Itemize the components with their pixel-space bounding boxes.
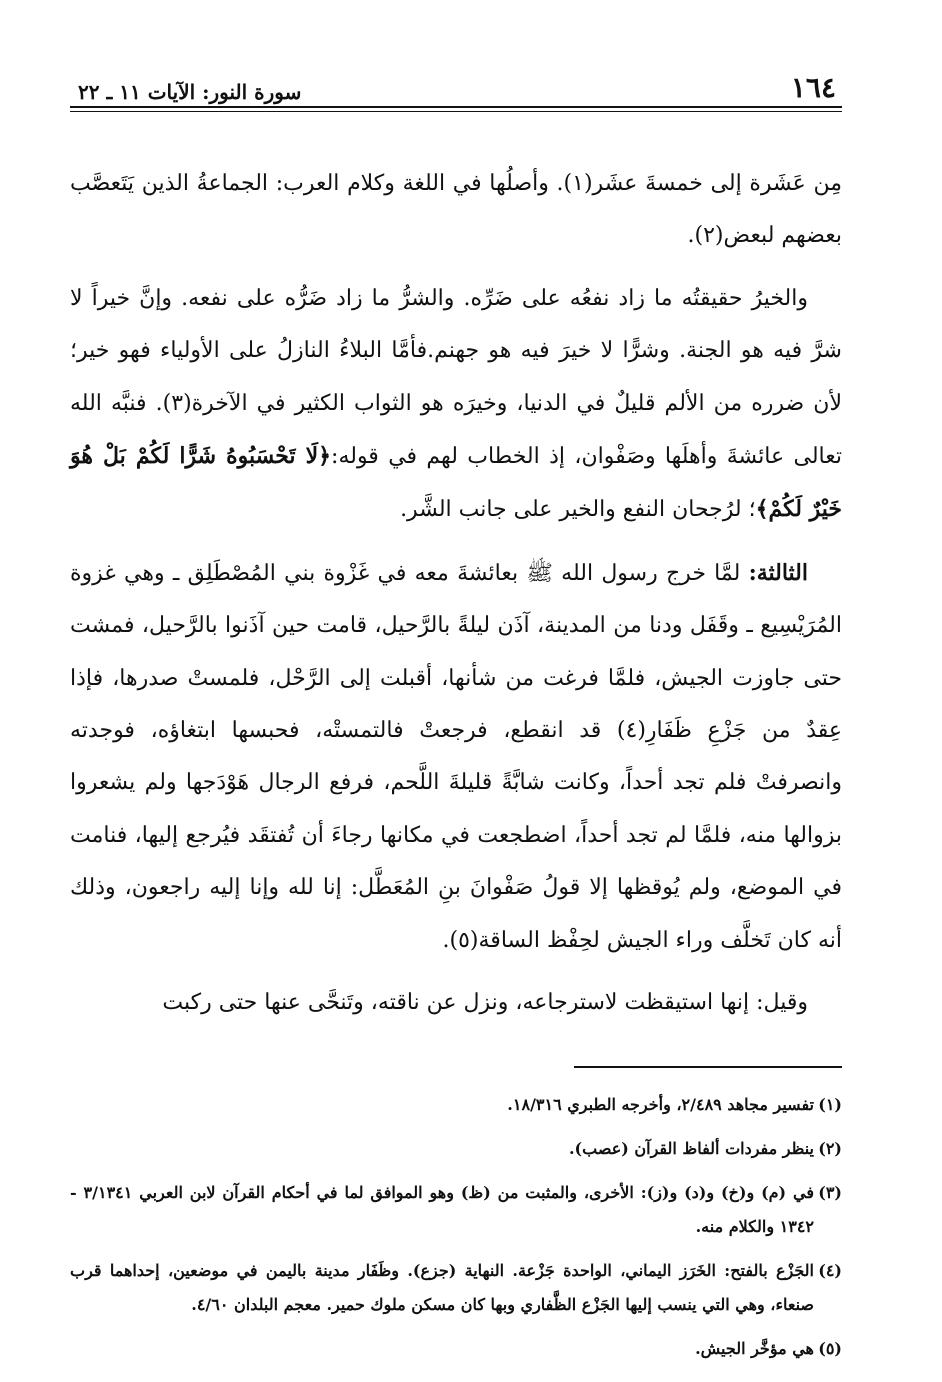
paragraph-2-text: والخيرُ حقيقتُه ما زاد نفعُه على ضَرِّه. والشرُّ ما زاد ضَرُّه على نفعه. وإنَّ خيراً لا شرَّ فيه هو الجنة. وشرًّا لا خيرَ فيه هو جهنم.فأمَّا البلاءُ النازلُ على الأولياء فهو خير؛ لأن ضرره من الألم قليلٌ في الدنيا، وخيرَه هو الثواب الكثير في الآخرة(٣). فنبَّه الله تعالى عائشةَ وأهلَها وصَفْوان، إذ الخطاب لهم في قوله: (70, 285, 843, 470)
footnote-text: في (م) و(خ) و(د) و(ز): الأخرى، والمثبت من (ظ) وهو الموافق لما في أحكام القرآن لابن العربي ٣/١٣٤١ - ١٣٤٢ والكلام منه. (70, 1182, 814, 1236)
paragraph-3 (70, 547, 842, 967)
footnote-text: تفسير مجاهد ٢/٤٨٩، وأخرجه الطبري ١٨/٣١٦. (507, 1094, 814, 1114)
footnote-3 (70, 1176, 842, 1244)
footnote-number: (٤) (818, 1260, 842, 1280)
paragraph-2-tail: ؛ لرُجحان النفع والخير على جانب الشَّر. (400, 497, 756, 523)
footnotes (70, 1088, 842, 1366)
footnote-separator (574, 1066, 842, 1068)
page-number: ١٦٤ (790, 71, 836, 104)
paragraph-4: وقيل: إنها استيقظت لاسترجاعه، ونزل عن ناقته، وتَنحَّى عنها حتى ركبت (162, 990, 808, 1016)
footnote-text: هي مؤخَّر الجيش. (695, 1338, 814, 1358)
running-head: سورة النور: الآيات ١١ ـ ٢٢ (78, 80, 302, 104)
footnote-text: ينظر مفردات ألفاظ القرآن (عصب). (568, 1138, 814, 1158)
footnote-number: (٣) (818, 1182, 842, 1202)
footnote-1 (70, 1088, 842, 1122)
page-header (70, 62, 842, 108)
main-text (70, 158, 842, 1030)
footnote-number: (١) (818, 1094, 842, 1114)
paragraph-2 (70, 273, 842, 537)
footnote-text: الجَزْع بالفتح: الخَرَز اليماني، الواحدة جَزْعة. النهاية (جزع). وظَفَار مدينة باليمن في موضعين، إحداهما قرب صنعاء، وهي التي ينسب إليها الجَزْع الظَّفاري وبها كان مسكن ملوك حمير. معجم البلدان ٤/٦٠. (70, 1260, 815, 1314)
footnote-2 (70, 1132, 842, 1166)
paragraph-3-text: لمَّا خرج رسول الله ﷺ بعائشةَ معه في غَزْوة بني المُصْطَلِق ـ وهي غزوة المُرَيْسِيع ـ وقَفَل ودنا من المدينة، آذَن ليلةً بالرَّحيل، قامت حين آذَنوا بالرَّحيل، فمشت حتى جاوزت الجيش، فلمَّا فرغت من شأنها، أقبلت إلى الرَّحْل، فلمستْ صدرها، فإذا عِقدٌ من جَزْعِ ظَفَارِ(٤) قد انقطع، فرجعتْ فالتمستْه، فحبسها ابتغاؤه، فوجدته وانصرفتْ فلم تجد أحداً، وكانت شابَّةً قليلةَ اللَّحم، فرفع الرجال هَوْدَجها ولم يشعروا بزوالها منه، فلمَّا لم تجد أحداً، اضطجعت في مكانها رجاءَ أن تُفتقَد فيُرجع إليها، فنامت في الموضع، ولم يُوقظها إلا قولُ صَفْوانَ بنِ المُعَطَّل: إنا لله وإنا إليه راجعون، وذلك أنه كان تَخلَّف وراء الجيش لحِفْظ الساقة(٥). (70, 560, 843, 953)
footnote-4 (70, 1254, 842, 1322)
footnote-5 (70, 1332, 842, 1366)
paragraph-1: مِن عَشَرة إلى خمسةَ عشَر(١). وأصلُها في اللغة وكلام العرب: الجماعةُ الذين يَتَعصَّب بعضهم لبعض(٢). (70, 171, 842, 249)
third-label: الثالثة: (748, 559, 808, 586)
quran-quote: ﴿لَا تَحْسَبُوهُ شَرًّا لَكُمْ بَلْ هُوَ خَيْرٌ لَكُمْ﴾ (70, 443, 842, 523)
footnote-number: (٢) (818, 1138, 842, 1158)
footnote-number: (٥) (818, 1338, 842, 1358)
